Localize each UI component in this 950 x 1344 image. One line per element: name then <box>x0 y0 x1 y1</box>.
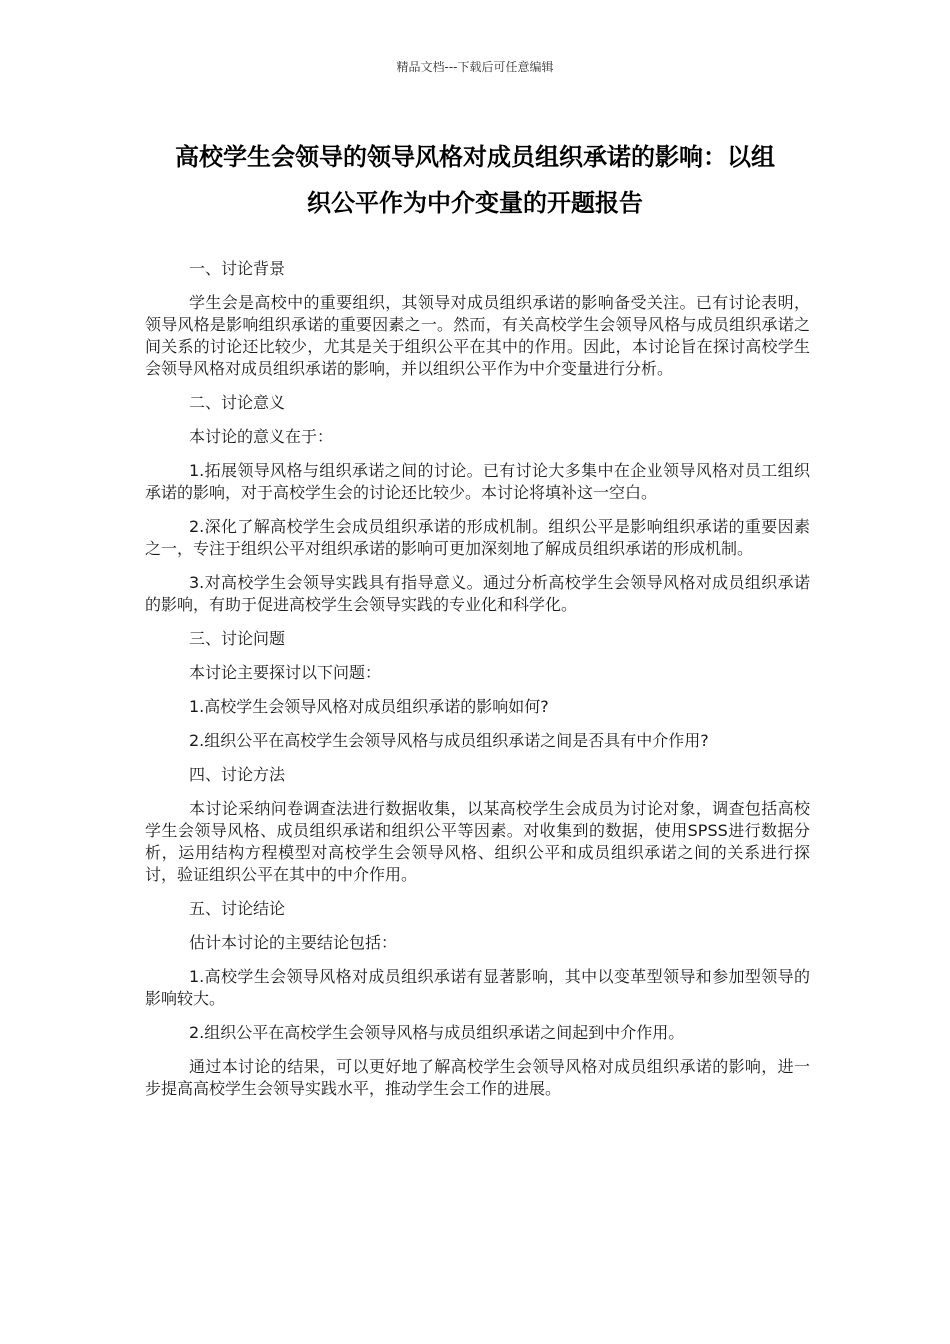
paragraph-questions-intro: 本讨论主要探讨以下问题： <box>189 663 382 682</box>
paragraph-significance-2: 2.深化了解高校学生会成员组织承诺的形成机制。组织公平是影响组织承诺的重要因素之一，专注于组织公平对组织承诺的影响可更加深刻地了解成员组织承诺的形成机制。 <box>145 517 810 558</box>
paragraph-methods: 本讨论采纳问卷调查法进行数据收集，以某高校学生会成员为讨论对象，调查包括高校学生会领导风格、成员组织承诺和组织公平等因素。对收集到的数据，使用SPSS进行数据分析，运用结构方程模型对高校学生会领导风格、组织公平和成员组织承诺之间的关系进行探讨，验证组织公平在其中的中介作用。 <box>145 799 810 884</box>
paragraph-significance-1: 1.拓展领导风格与组织承诺之间的讨论。已有讨论大多集中在企业领导风格对员工组织承诺的影响，对于高校学生会的讨论还比较少。本讨论将填补这一空白。 <box>145 461 810 502</box>
section-heading-significance: 二、讨论意义 <box>189 393 286 412</box>
document-body <box>145 258 810 1112</box>
document-title <box>145 134 805 226</box>
paragraph-significance-3: 3.对高校学生会领导实践具有指导意义。通过分析高校学生会领导风格对成员组织承诺的影响，有助于促进高校学生会领导实践的专业化和科学化。 <box>145 573 810 614</box>
paragraph-conclusion-1: 1.高校学生会领导风格对成员组织承诺有显著影响，其中以变革型领导和参加型领导的影响较大。 <box>145 967 810 1008</box>
paragraph-closing: 通过本讨论的结果，可以更好地了解高校学生会领导风格对成员组织承诺的影响，进一步提高高校学生会领导实践水平，推动学生会工作的进展。 <box>145 1057 810 1098</box>
paragraph-question-1: 1.高校学生会领导风格对成员组织承诺的影响如何? <box>189 697 549 716</box>
section-heading-conclusions: 五、讨论结论 <box>189 899 286 918</box>
section-heading-methods: 四、讨论方法 <box>189 765 286 784</box>
page-header: 精品文档---下载后可任意编辑 <box>396 60 554 74</box>
paragraph-background: 学生会是高校中的重要组织，其领导对成员组织承诺的影响备受关注。已有讨论表明，领导风格是影响组织承诺的重要因素之一。然而，有关高校学生会领导风格与成员组织承诺之间关系的讨论还比较少，尤其是关于组织公平在其中的作用。因此，本讨论旨在探讨高校学生会领导风格对成员组织承诺的影响，并以组织公平作为中介变量进行分析。 <box>145 293 810 378</box>
paragraph-conclusion-2: 2.组织公平在高校学生会领导风格与成员组织承诺之间起到中介作用。 <box>189 1023 685 1042</box>
title-line-2: 织公平作为中介变量的开题报告 <box>307 189 643 217</box>
paragraph-conclusions-intro: 估计本讨论的主要结论包括： <box>189 933 398 952</box>
section-heading-background: 一、讨论背景 <box>189 259 286 278</box>
paragraph-significance-intro: 本讨论的意义在于： <box>189 427 334 446</box>
paragraph-question-2: 2.组织公平在高校学生会领导风格与成员组织承诺之间是否具有中介作用? <box>189 731 709 750</box>
title-line-1: 高校学生会领导的领导风格对成员组织承诺的影响：以组 <box>175 143 775 171</box>
section-heading-questions: 三、讨论问题 <box>189 629 286 648</box>
